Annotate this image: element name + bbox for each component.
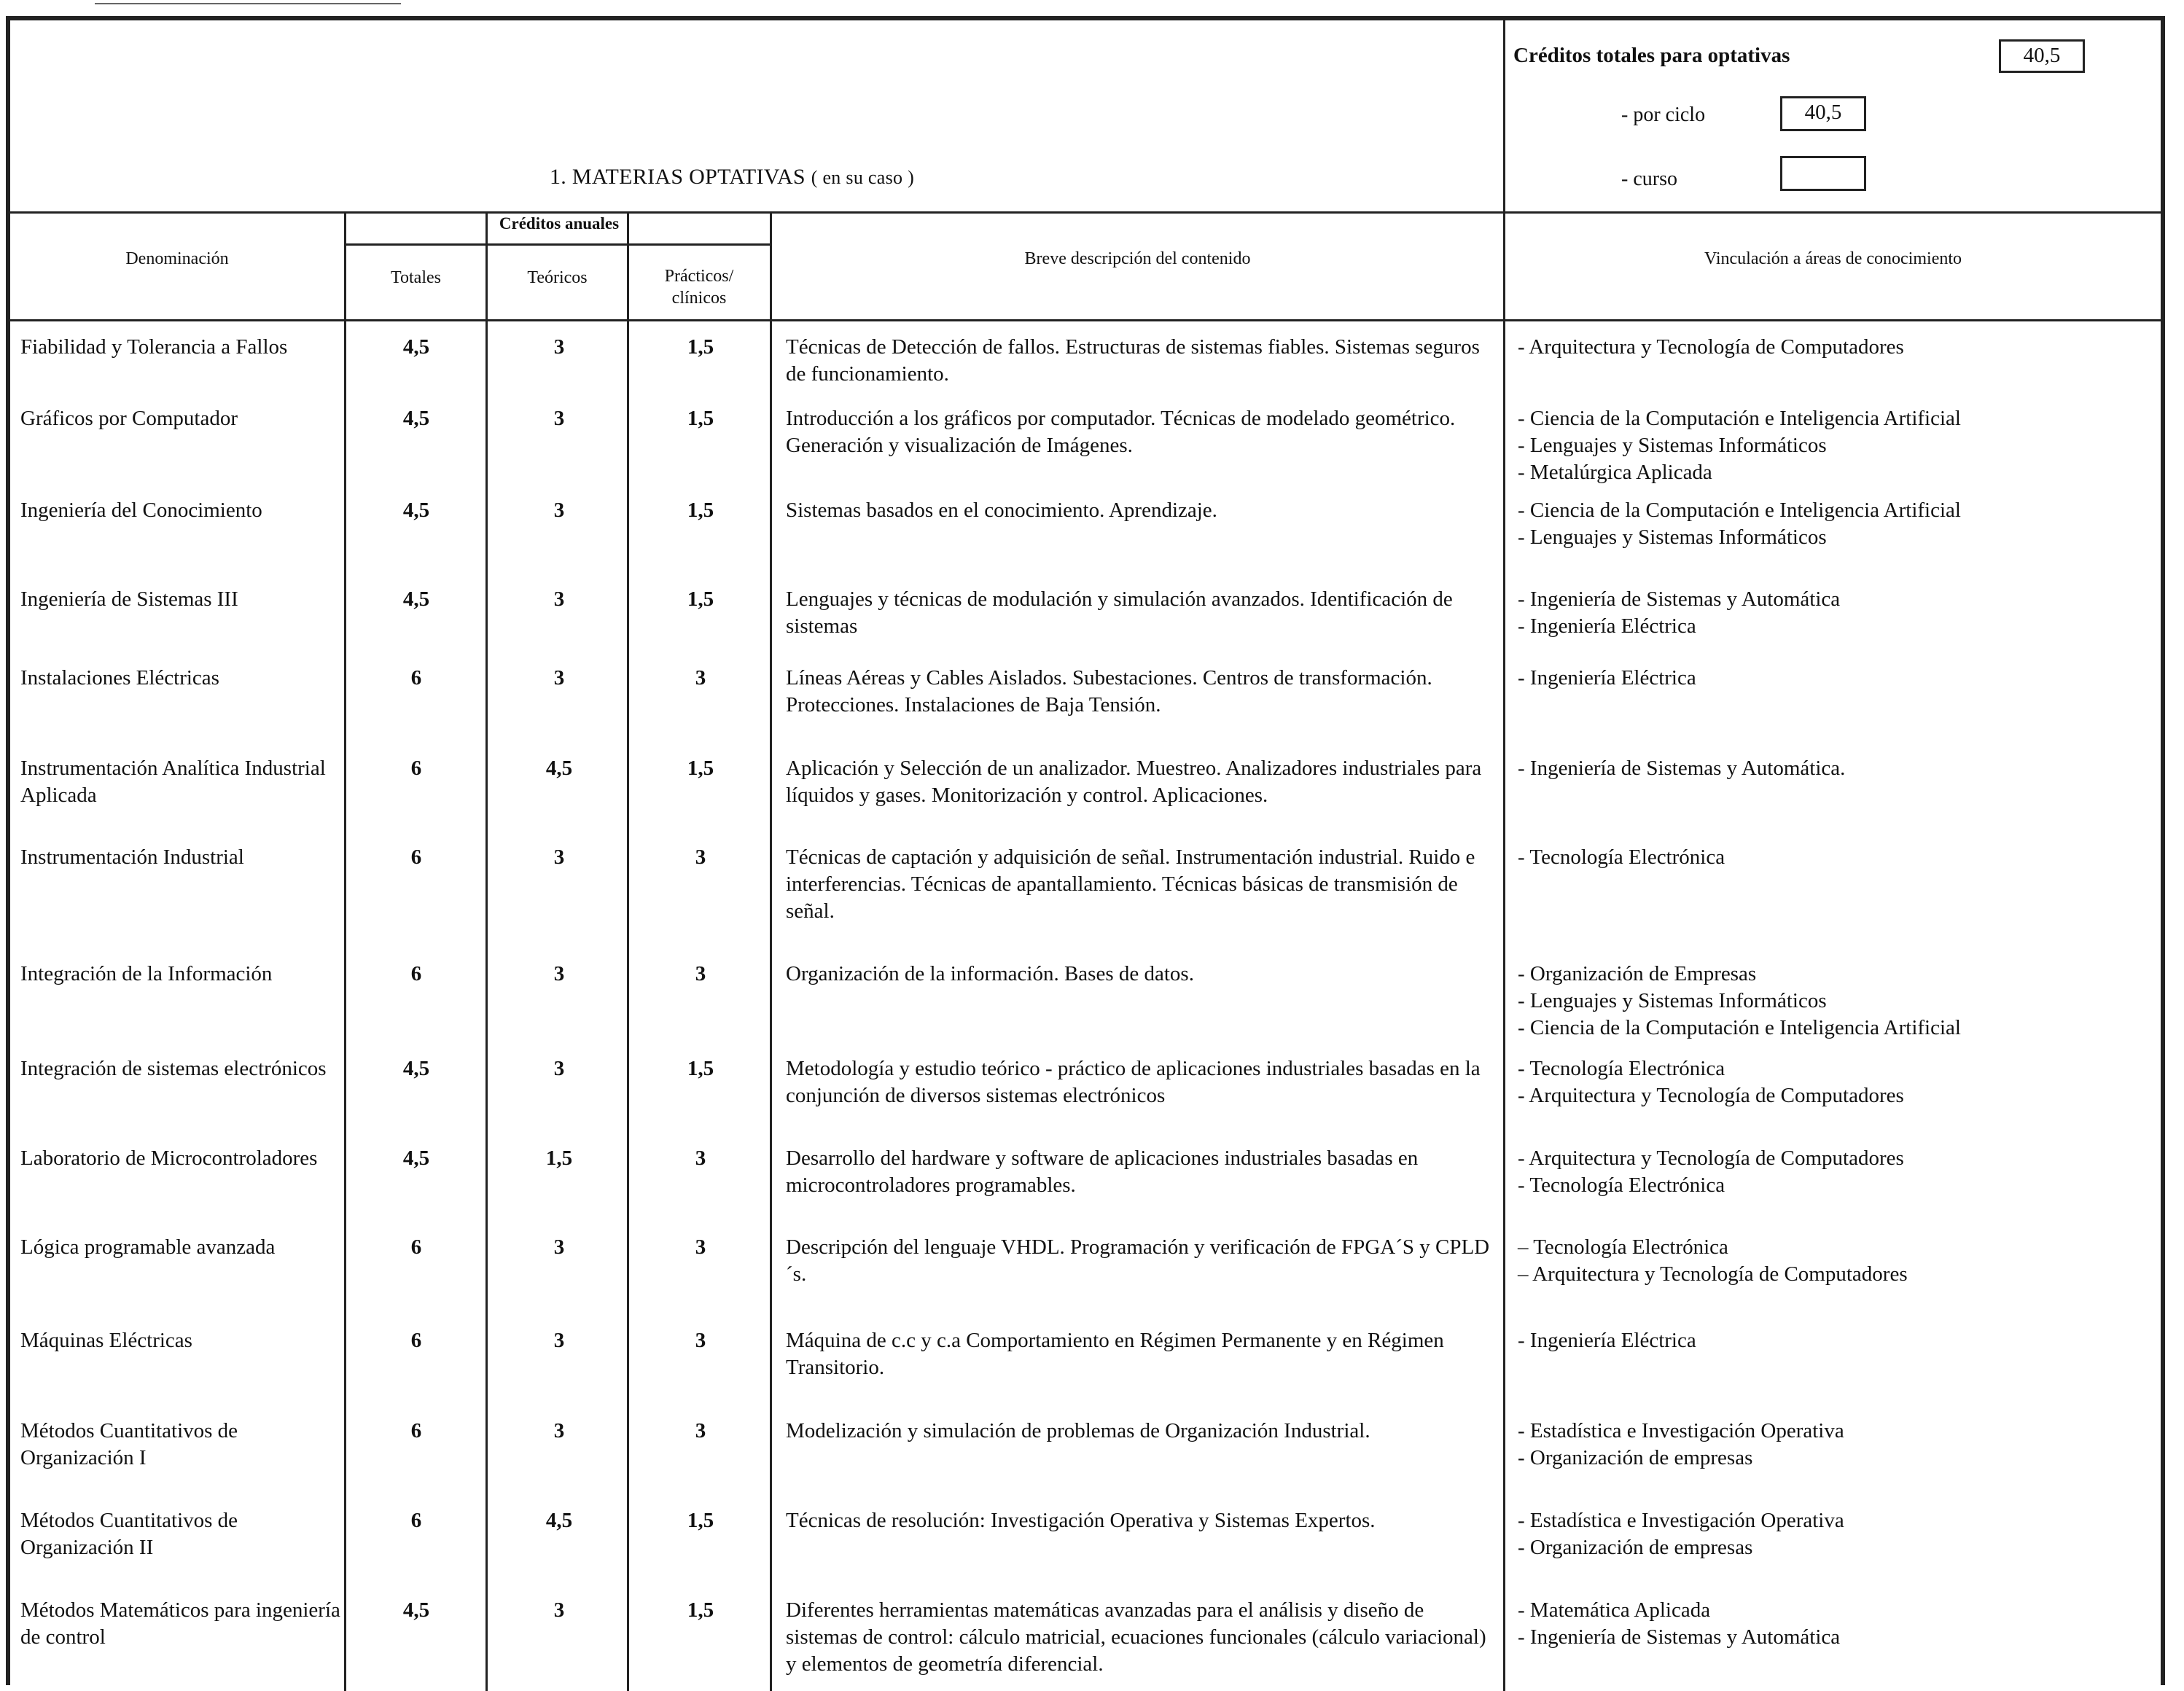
subject-name: Métodos Matemáticos para ingeniería de control xyxy=(20,1598,340,1649)
grid-line xyxy=(770,211,772,1691)
credits-teoricos: 1,5 xyxy=(545,1147,573,1170)
subject-name: Instrumentación Analítica Industrial Aplicada xyxy=(20,757,326,807)
por-ciclo-label: - por ciclo xyxy=(1621,104,1706,126)
content-description: Técnicas de resolución: Investigación Operativa y Sistemas Expertos. xyxy=(786,1509,1376,1532)
page-title xyxy=(550,165,914,190)
subject-name: Ingeniería del Conocimiento xyxy=(20,499,262,522)
credits-totales: 4,5 xyxy=(402,1057,430,1080)
credits-practicos: 3 xyxy=(695,962,706,985)
curso-box xyxy=(1780,156,1866,191)
credits-totales: 6 xyxy=(410,1329,422,1352)
col-totales: Totales xyxy=(391,268,441,287)
knowledge-area: - Ingeniería Eléctrica xyxy=(1518,666,1696,690)
credits-practicos: 1,5 xyxy=(687,335,714,359)
credits-totales: 6 xyxy=(410,1509,422,1532)
credits-totales: 4,5 xyxy=(402,587,430,611)
knowledge-areas xyxy=(1518,665,2159,692)
grid-line xyxy=(627,211,629,1691)
col-descripcion: Breve descripción del contenido xyxy=(1024,249,1251,268)
content-description: Diferentes herramientas matemáticas avanzadas para el análisis y diseño de sistemas de control: cálculo matricial, ecuaciones funcionales (cálculo variacional) y elementos de geometría diferencial. xyxy=(786,1598,1486,1676)
subject-name: Instrumentación Industrial xyxy=(20,846,244,869)
credits-practicos: 1,5 xyxy=(687,499,714,522)
col-teoricos: Teóricos xyxy=(527,268,588,287)
knowledge-area: - Ingeniería Eléctrica xyxy=(1518,614,1696,638)
credits-teoricos: 3 xyxy=(553,1598,565,1622)
credits-totales: 6 xyxy=(410,1235,422,1259)
knowledge-area: - Tecnología Electrónica xyxy=(1518,1057,1725,1080)
knowledge-area: - Organización de empresas xyxy=(1518,1536,1753,1559)
knowledge-area: - Tecnología Electrónica xyxy=(1518,846,1725,869)
credits-teoricos: 3 xyxy=(553,962,565,985)
content-description: Metodología y estudio teórico - práctico de aplicaciones industriales basadas en la conjunción de diversos sistemas electrónicos xyxy=(786,1057,1481,1107)
credits-totales: 6 xyxy=(410,757,422,780)
credits-teoricos: 3 xyxy=(553,1329,565,1352)
credits-practicos: 3 xyxy=(695,1329,706,1352)
subject-name: Gráficos por Computador xyxy=(20,407,238,430)
content-description: Desarrollo del hardware y software de aplicaciones industriales basadas en microcontroladores programables. xyxy=(786,1147,1419,1197)
scan-artifact-line xyxy=(95,3,401,4)
form-frame xyxy=(6,16,2165,1685)
knowledge-area: - Ingeniería Eléctrica xyxy=(1518,1329,1696,1352)
knowledge-areas xyxy=(1518,586,2159,640)
subject-name: Ingeniería de Sistemas III xyxy=(20,587,238,611)
knowledge-area: - Ciencia de la Computación e Inteligencia Artificial xyxy=(1518,1016,1961,1039)
credits-teoricos: 3 xyxy=(553,846,565,869)
grid-line xyxy=(485,211,488,1691)
credits-practicos: 1,5 xyxy=(687,1057,714,1080)
col-practicos: Prácticos/ clínicos xyxy=(664,267,734,308)
knowledge-area: - Metalúrgica Aplicada xyxy=(1518,461,1712,484)
credits-practicos: 3 xyxy=(695,666,706,690)
knowledge-area: - Ciencia de la Computación e Inteligencia Artificial xyxy=(1518,499,1961,522)
credits-practicos: 3 xyxy=(695,1147,706,1170)
credits-teoricos: 3 xyxy=(553,407,565,430)
content-description: Máquina de c.c y c.a Comportamiento en Régimen Permanente y en Régimen Transitorio. xyxy=(786,1329,1444,1379)
content-description: Organización de la información. Bases de datos. xyxy=(786,962,1194,985)
credits-total-box: 40,5 xyxy=(1999,39,2085,73)
credits-totales: 4,5 xyxy=(402,407,430,430)
title-note: ( en su caso ) xyxy=(811,167,915,188)
credits-teoricos: 3 xyxy=(553,1235,565,1259)
knowledge-areas xyxy=(1518,755,2159,782)
subject-name: Métodos Cuantitativos de Organización I xyxy=(20,1419,238,1469)
knowledge-areas xyxy=(1518,1597,2159,1651)
credits-practicos: 3 xyxy=(695,1419,706,1442)
knowledge-area: - Lenguajes y Sistemas Informáticos xyxy=(1518,434,1827,457)
knowledge-areas xyxy=(1518,334,2159,361)
credits-teoricos: 3 xyxy=(553,1057,565,1080)
credits-totales: 4,5 xyxy=(402,499,430,522)
credits-totales: 6 xyxy=(410,962,422,985)
credits-total-label: Créditos totales para optativas xyxy=(1513,44,1790,67)
grid-line xyxy=(1503,211,1505,1691)
credits-totales: 4,5 xyxy=(402,1147,430,1170)
credits-practicos: 3 xyxy=(695,846,706,869)
knowledge-area: - Lenguajes y Sistemas Informáticos xyxy=(1518,989,1827,1012)
content-description: Introducción a los gráficos por computador. Técnicas de modelado geométrico. Generación y visualización de Imágenes. xyxy=(786,407,1456,457)
credits-teoricos: 3 xyxy=(553,666,565,690)
knowledge-area: - Arquitectura y Tecnología de Computadores xyxy=(1518,1084,1904,1107)
credits-teoricos: 3 xyxy=(553,587,565,611)
grid-line xyxy=(344,211,346,1691)
knowledge-areas xyxy=(1518,497,2159,551)
credits-practicos: 1,5 xyxy=(687,407,714,430)
credits-practicos: 3 xyxy=(695,1235,706,1259)
subject-name: Fiabilidad y Tolerancia a Fallos xyxy=(20,335,288,359)
content-description: Modelización y simulación de problemas de Organización Industrial. xyxy=(786,1419,1370,1442)
por-ciclo-box: 40,5 xyxy=(1780,96,1866,131)
knowledge-area: - Matemática Aplicada xyxy=(1518,1598,1711,1622)
credits-teoricos: 3 xyxy=(553,499,565,522)
knowledge-area: - Ingeniería de Sistemas y Automática. xyxy=(1518,757,1846,780)
credits-totales: 6 xyxy=(410,666,422,690)
curso-label: - curso xyxy=(1621,168,1677,190)
credits-teoricos: 3 xyxy=(553,1419,565,1442)
credits-totales: 4,5 xyxy=(402,335,430,359)
credits-practicos: 1,5 xyxy=(687,1598,714,1622)
knowledge-areas xyxy=(1518,1145,2159,1199)
subject-name: Máquinas Eléctricas xyxy=(20,1329,192,1352)
knowledge-areas xyxy=(1518,1234,2159,1288)
subject-name: Instalaciones Eléctricas xyxy=(20,666,219,690)
credits-practicos: 1,5 xyxy=(687,587,714,611)
credits-totales: 6 xyxy=(410,1419,422,1442)
knowledge-area: – Tecnología Electrónica xyxy=(1518,1235,1728,1259)
col-denominacion: Denominación xyxy=(125,249,229,268)
knowledge-area: - Estadística e Investigación Operativa xyxy=(1518,1419,1844,1442)
knowledge-areas xyxy=(1518,405,2159,486)
knowledge-areas xyxy=(1518,844,2159,871)
knowledge-area: - Ingeniería de Sistemas y Automática xyxy=(1518,587,1841,611)
credits-teoricos: 3 xyxy=(553,335,565,359)
knowledge-areas xyxy=(1518,1507,2159,1561)
content-description: Descripción del lenguaje VHDL. Programación y verificación de FPGA´S y CPLD´s. xyxy=(786,1235,1490,1286)
knowledge-area: - Arquitectura y Tecnología de Computadores xyxy=(1518,335,1904,359)
subheader-line xyxy=(344,243,772,246)
knowledge-area: - Estadística e Investigación Operativa xyxy=(1518,1509,1844,1532)
subject-name: Métodos Cuantitativos de Organización II xyxy=(20,1509,238,1559)
knowledge-area: - Lenguajes y Sistemas Informáticos xyxy=(1518,526,1827,549)
subject-name: Integración de la Información xyxy=(20,962,273,985)
col-vinculacion: Vinculación a áreas de conocimiento xyxy=(1704,249,1962,268)
credits-practicos: 1,5 xyxy=(687,757,714,780)
credits-teoricos: 4,5 xyxy=(545,757,573,780)
credits-practicos: 1,5 xyxy=(687,1509,714,1532)
content-description: Líneas Aéreas y Cables Aislados. Subestaciones. Centros de transformación. Protecciones. Instalaciones de Baja Tensión. xyxy=(786,666,1432,716)
knowledge-area: - Arquitectura y Tecnología de Computadores xyxy=(1518,1147,1904,1170)
knowledge-area: - Organización de Empresas xyxy=(1518,962,1757,985)
knowledge-area: - Organización de empresas xyxy=(1518,1446,1753,1469)
knowledge-areas xyxy=(1518,961,2159,1042)
col-creditos-anuales: Créditos anuales xyxy=(499,214,620,233)
content-description: Técnicas de Detección de fallos. Estructuras de sistemas fiables. Sistemas seguros de funcionamiento. xyxy=(786,335,1480,386)
knowledge-area: - Ingeniería de Sistemas y Automática xyxy=(1518,1625,1841,1649)
knowledge-areas xyxy=(1518,1327,2159,1354)
credits-teoricos: 4,5 xyxy=(545,1509,573,1532)
content-description: Sistemas basados en el conocimiento. Aprendizaje. xyxy=(786,499,1217,522)
content-description: Aplicación y Selección de un analizador. Muestreo. Analizadores industriales para líquidos y gases. Monitorización y control. Aplicaciones. xyxy=(786,757,1482,807)
form-header xyxy=(10,20,2161,214)
title-text: 1. MATERIAS OPTATIVAS xyxy=(550,165,806,189)
knowledge-area: - Ciencia de la Computación e Inteligencia Artificial xyxy=(1518,407,1961,430)
knowledge-area: – Arquitectura y Tecnología de Computadores xyxy=(1518,1262,1908,1286)
content-description: Técnicas de captación y adquisición de señal. Instrumentación industrial. Ruido e interferencias. Técnicas de apantallamiento. Técnicas básicas de transmisión de señal. xyxy=(786,846,1475,923)
credits-totales: 6 xyxy=(410,846,422,869)
knowledge-area: - Tecnología Electrónica xyxy=(1518,1173,1725,1197)
subject-name: Laboratorio de Microcontroladores xyxy=(20,1147,318,1170)
knowledge-areas xyxy=(1518,1418,2159,1472)
subject-name: Integración de sistemas electrónicos xyxy=(20,1057,327,1080)
knowledge-areas xyxy=(1518,1055,2159,1109)
content-description: Lenguajes y técnicas de modulación y simulación avanzados. Identificación de sistemas xyxy=(786,587,1453,638)
subject-name: Lógica programable avanzada xyxy=(20,1235,276,1259)
credits-totales: 4,5 xyxy=(402,1598,430,1622)
header-divider xyxy=(1503,20,1505,211)
